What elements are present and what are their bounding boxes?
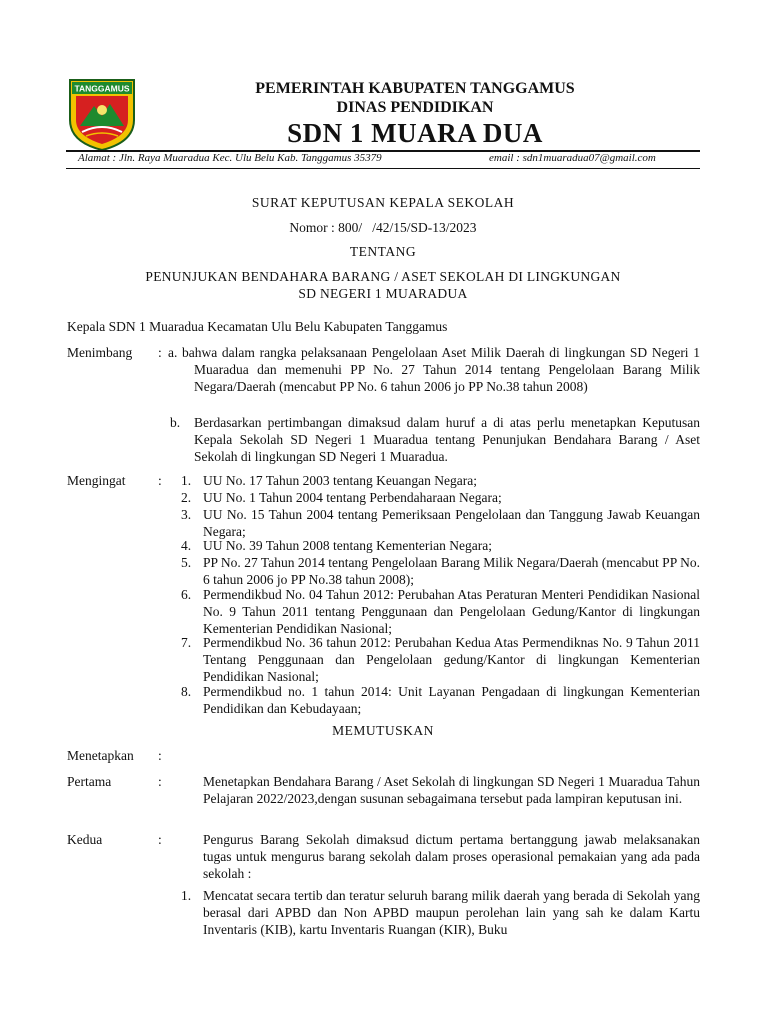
menimbang-a-text-content: bahwa dalam rangka pelaksanaan Pengelolaan Aset Milik Daerah di lingkungan SD Negeri 1 Muaradua dan memenuhi PP No. 27 Tahun 2014 tentang Pengelolaan Barang Milik Negara/Daerah (mencabut PP No. 6 tahun 2006 jo PP No.38 tahun 2008) — [182, 345, 700, 394]
letterhead-email: email : sdn1muaradua07@gmail.com — [489, 152, 656, 164]
decree-subject-line2: SD NEGERI 1 MUARADUA — [298, 286, 468, 301]
menimbang-label: Menimbang — [67, 345, 133, 360]
mengingat-item-num: 6. — [181, 587, 192, 602]
mengingat-item-text: Permendikbud No. 36 tahun 2012: Perubahan Kedua Atas Permendiknas No. 9 Tahun 2011 Tentang Penggunaan dan Pengelolaan gedung/Kantor di lingkungan Kementerian Pendidikan Nasional; — [203, 635, 700, 684]
mengingat-item-num: 1. — [181, 473, 192, 488]
letterhead-rule-bottom — [66, 168, 700, 169]
mengingat-label: Mengingat — [67, 473, 126, 488]
mengingat-item-num: 3. — [181, 507, 192, 522]
pertama-text: Menetapkan Bendahara Barang / Aset Sekolah di lingkungan SD Negeri 1 Muaradua Tahun Pelajaran 2022/2023,dengan susunan sebagaimana tersebut pada lampiran keputusan ini. — [203, 774, 700, 806]
letterhead-department: DINAS PENDIDIKAN — [336, 99, 494, 116]
decree-heading: SURAT KEPUTUSAN KEPALA SEKOLAH — [251, 195, 515, 210]
mengingat-item-num: 4. — [181, 538, 192, 553]
mengingat-item-text: UU No. 17 Tahun 2003 tentang Keuangan Negara; — [203, 473, 477, 488]
kedua-item-text: Mencatat secara tertib dan teratur seluruh barang milik daerah yang berada di Sekolah yang berasal dari APBD dan Non APBD maupun perolehan lain yang sah ke dalam Kartu Inventaris (KIB), kartu Inventaris Ruangan (KIR), Buku — [203, 888, 700, 937]
menimbang-a-text — [182, 344, 700, 395]
opening-statement: Kepala SDN 1 Muaradua Kecamatan Ulu Belu Kabupaten Tanggamus — [67, 319, 448, 334]
logo-text: TANGGAMUS — [74, 83, 130, 94]
mengingat-item-text: PP No. 27 Tahun 2014 tentang Pengelolaan Barang Milik Negara/Daerah (mencabut PP No. 6 tahun 2006 jo PP No.38 tahun 2008); — [203, 555, 700, 587]
decree-about: TENTANG — [349, 244, 417, 259]
kedua-colon: : — [158, 832, 162, 847]
menimbang-a-marker: a. — [168, 345, 178, 360]
mengingat-item-num: 7. — [181, 635, 192, 650]
letterhead-address: Alamat : Jln. Raya Muaradua Kec. Ulu Belu Kab. Tanggamus 35379 — [78, 152, 382, 164]
mengingat-item-num: 8. — [181, 684, 192, 699]
mengingat-item-num: 2. — [181, 490, 192, 505]
memutuskan-heading: MEMUTUSKAN — [332, 723, 434, 738]
letterhead-school-name: SDN 1 MUARA DUA — [287, 118, 543, 148]
pertama-colon: : — [158, 774, 162, 789]
menimbang-b-text: Berdasarkan pertimbangan dimaksud dalam huruf a di atas perlu menetapkan Keputusan Kepala Sekolah SD Negeri 1 Muaradua tentang Penunjukan Bendahara Barang / Aset Sekolah di lingkungan SD Negeri 1 Muaradua. — [194, 415, 700, 464]
menimbang-colon: : — [158, 345, 162, 360]
menetapkan-label: Menetapkan — [67, 748, 134, 763]
decree-subject-line1: PENUNJUKAN BENDAHARA BARANG / ASET SEKOLAH DI LINGKUNGAN — [145, 269, 621, 284]
pertama-label: Pertama — [67, 774, 112, 789]
mengingat-item-text: UU No. 15 Tahun 2004 tentang Pemeriksaan Pengelolaan dan Tanggung Jawab Keuangan Negara; — [203, 507, 700, 539]
mengingat-item-text: Permendikbud No. 04 Tahun 2012: Perubahan Atas Peraturan Menteri Pendidikan Nasional No. 9 Tahun 2011 tentang Penggunaan dan Pengelolaan Gedung/Kantor di lingkungan Kementerian Pendidikan Nasional; — [203, 587, 700, 636]
mengingat-item-text: UU No. 39 Tahun 2008 tentang Kementerian Negara; — [203, 538, 492, 553]
mengingat-item-text: UU No. 1 Tahun 2004 tentang Perbendaharaan Negara; — [203, 490, 502, 505]
kedua-item-num: 1. — [181, 888, 192, 903]
mengingat-item-text: Permendikbud no. 1 tahun 2014: Unit Layanan Pengadaan di lingkungan Kementerian Pendidikan dan Kebudayaan; — [203, 684, 700, 716]
kedua-text: Pengurus Barang Sekolah dimaksud dictum pertama bertanggung jawab melaksanakan tugas untuk mengurus barang sekolah dalam proses operasional pemakaian yang ada pada sekolah : — [203, 832, 700, 881]
letterhead-government: PEMERINTAH KABUPATEN TANGGAMUS — [255, 80, 575, 97]
mengingat-colon: : — [158, 473, 162, 488]
menimbang-b-marker: b. — [170, 415, 181, 430]
decree-number: Nomor : 800/ /42/15/SD-13/2023 — [289, 220, 477, 235]
menetapkan-colon: : — [158, 748, 162, 763]
tanggamus-logo — [66, 76, 138, 152]
kedua-label: Kedua — [67, 832, 103, 847]
mengingat-item-num: 5. — [181, 555, 192, 570]
